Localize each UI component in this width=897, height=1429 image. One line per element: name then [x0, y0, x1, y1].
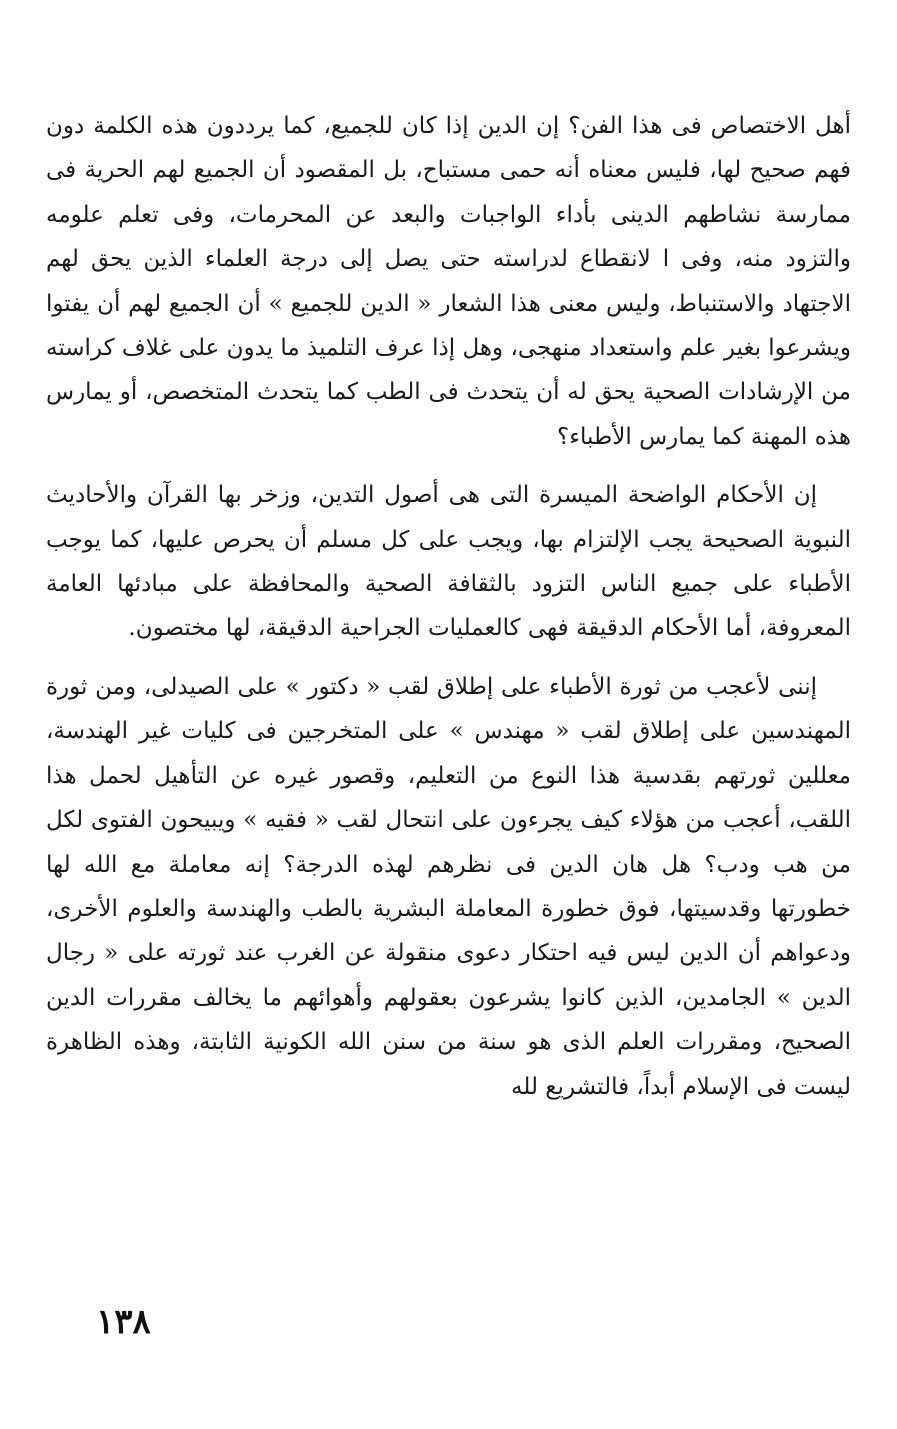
paragraph-2: إن الأحكام الواضحة الميسرة التى هى أصول التدين، وزخر بها القرآن والأحاديث النبوية الصحيحة يجب الإلتزام بها، ويجب على كل مسلم أن يحرص عليها، كما يوجب الأطباء على جميع الناس التزود بالثقافة الصحية والمحافظة على مبادئها العامة المعروفة، أما الأحكام الدقيقة فهى كالعمليات الجراحية الدقيقة، لها مختصون.: [46, 482, 851, 642]
paragraph-1: أهل الاختصاص فى هذا الفن؟ إن الدين إذا كان للجميع، كما يرددون هذه الكلمة دون فهم صحيح لها، فليس معناه أنه حمى مستباح، بل المقصود أن الجميع لهم الحرية فى ممارسة نشاطهم الدينى بأداء الواجبات والبعد عن المحرمات، وفى تعلم علومه والتزود منه، وفى ا لانقطاع لدراسته حتى يصل إلى درجة العلماء الذين يحق لهم الاجتهاد والاستنباط، وليس معنى هذا الشعار « الدين للجميع » أن الجميع لهم أن يفتوا ويشرعوا بغير علم واستعداد منهجى، وهل إذا عرف التلميذ ما يدون على غلاف كراسته من الإرشادات الصحية يحق له أن يتحدث فى الطب كما يتحدث المتخصص، أو يمارس هذه المهنة كما يمارس الأطباء؟: [45, 113, 851, 450]
page-number: ١٣٨: [96, 1302, 151, 1342]
paragraph-3: إننى لأعجب من ثورة الأطباء على إطلاق لقب « دكتور » على الصيدلى، ومن ثورة المهندسين على إطلاق لقب « مهندس » على المتخرجين فى كليات غير الهندسة، معللين ثورتهم بقدسية هذا النوع من التعليم، وقصور غيره عن التأهيل لحمل هذا اللقب، أعجب من هؤلاء كيف يجرءون على انتحال لقب « فقيه » ويبيحون الفتوى لكل من هب ودب؟ هل هان الدين فى نظرهم لهذه الدرجة؟ إنه معاملة مع الله لها خطورتها وقدسيتها، فوق خطورة المعاملة البشرية بالطب والهندسة والعلوم الأخرى، ودعواهم أن الدين ليس فيه احتكار دعوى منقولة عن الغرب عند ثورته على « رجال الدين » الجامدين، الذين كانوا يشرعون بعقولهم وأهوائهم ما يخالف مقررات الدين الصحيح، ومقررات العلم الذى هو سنة من سنن الله الكونية الثابتة، وهذه الظاهرة ليست فى الإسلام أبداً، فالتشريع لله: [46, 673, 851, 1100]
page-text: [46, 104, 851, 1109]
